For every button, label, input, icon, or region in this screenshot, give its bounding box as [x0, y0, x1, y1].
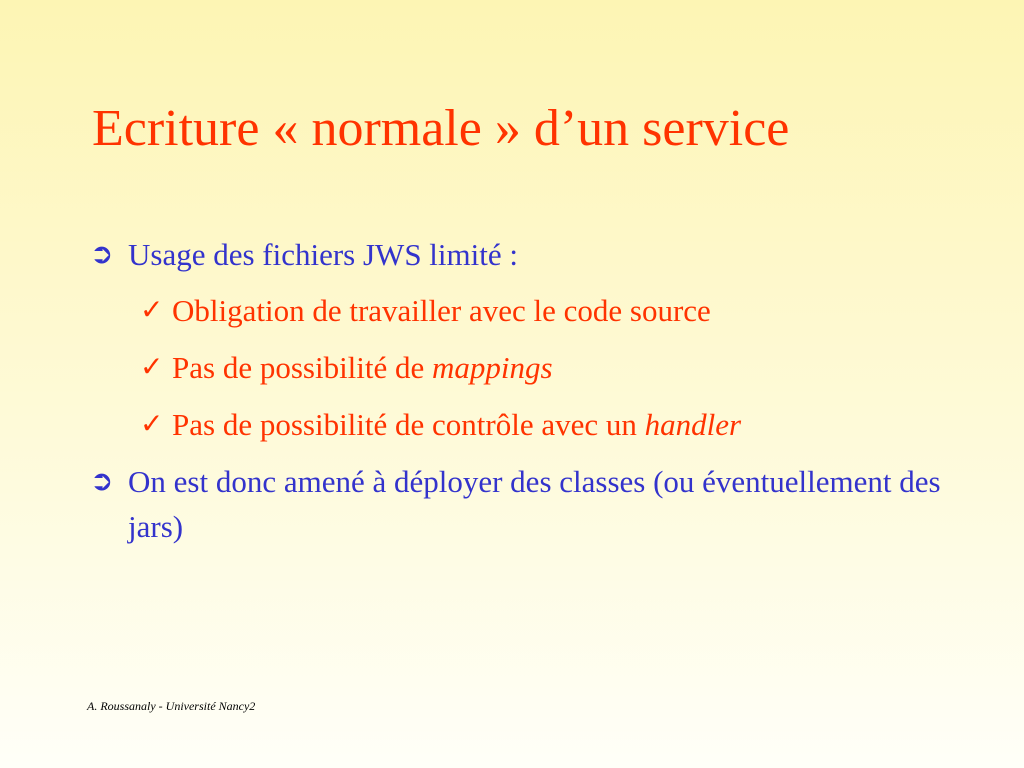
sub-bullet-item-mappings: [90, 345, 990, 390]
checkmark-icon: ✓: [140, 295, 164, 326]
sub-bullet-text: Obligation de travailler avec le code source: [172, 293, 711, 328]
slide-footer: A. Roussanaly - Université Nancy2: [87, 699, 256, 713]
bullet-item-deploy-classes: [90, 459, 990, 549]
arrow-right-icon: ➲: [90, 466, 114, 497]
sub-bullet-text: Pas de possibilité de contrôle avec un: [172, 407, 645, 442]
bullet-item-jws-usage: [90, 232, 990, 277]
arrow-right-icon: ➲: [90, 239, 114, 270]
sub-bullet-text: Pas de possibilité de: [172, 350, 433, 385]
checkmark-icon: ✓: [140, 409, 164, 440]
bullet-text: Usage des fichiers JWS limité :: [128, 237, 518, 272]
bullet-list: [90, 232, 990, 560]
slide-title: Ecriture « normale » d’un service: [92, 100, 790, 157]
bullet-text: On est donc amené à déployer des classes (ou éventuellement des jars): [128, 464, 941, 544]
sub-bullet-italic-term: mappings: [432, 350, 553, 385]
checkmark-icon: ✓: [140, 352, 164, 383]
sub-bullet-italic-term: handler: [644, 407, 742, 442]
sub-bullet-item-source-code: [90, 288, 990, 333]
sub-bullet-item-handler: [90, 402, 990, 447]
